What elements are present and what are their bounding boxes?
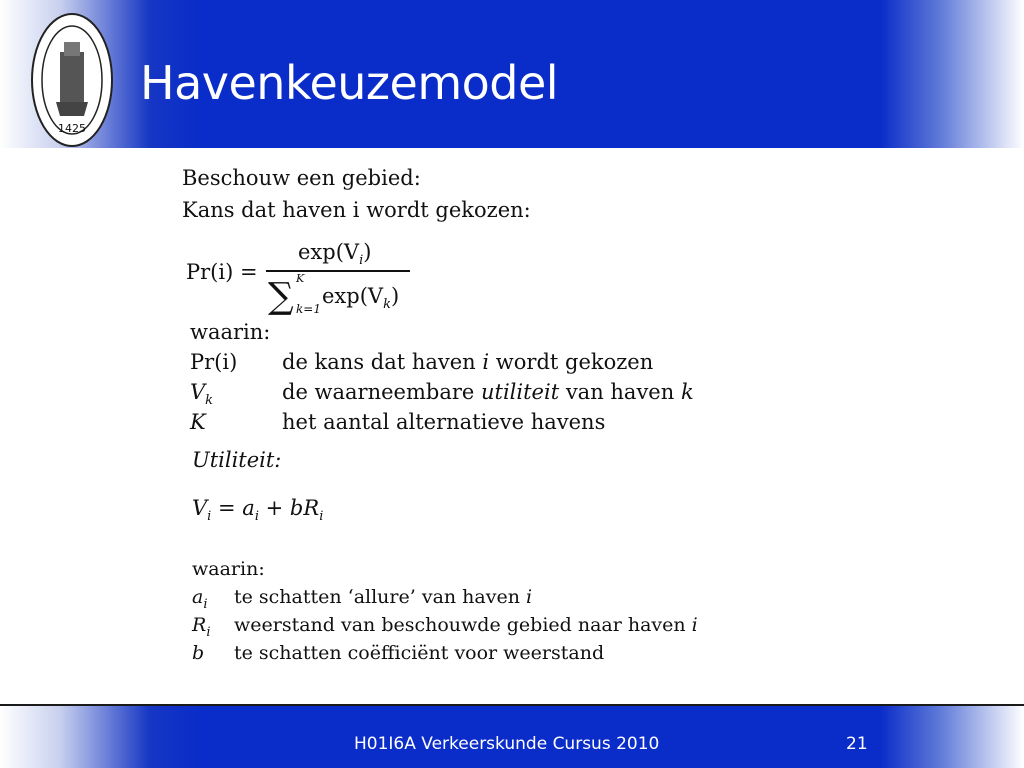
slide-content — [0, 148, 1024, 704]
formula-lhs: Pr(i) = — [186, 260, 258, 284]
def1-symbol: Pr(i) — [190, 350, 238, 374]
footer-course: H01I6A Verkeerskunde Cursus 2010 — [354, 734, 660, 754]
def4-text: te schatten ‘allure’ van haven i — [234, 586, 533, 608]
def5-symbol: $R_i$ — [192, 614, 211, 640]
title-bar — [0, 0, 1024, 148]
def4-symbol: $a_i$ — [192, 586, 208, 612]
intro-line-2: Kans dat haven i wordt gekozen: — [182, 198, 531, 222]
formula-denominator: $\exp(V_k)$ — [322, 284, 400, 313]
sum-symbol: ∑ — [268, 276, 294, 317]
def6-text: te schatten coëfficiënt voor weerstand — [234, 642, 605, 664]
footer-bar — [0, 706, 1024, 768]
intro-line-1: Beschouw een gebied: — [182, 166, 421, 190]
def1-text: de kans dat haven i wordt gekozen — [282, 350, 654, 374]
def6-symbol: b — [192, 642, 205, 664]
def3-symbol: K — [190, 410, 206, 434]
def2-symbol: $V_k$ — [190, 380, 214, 409]
def5-text: weerstand van beschouwde gebied naar haven i — [234, 614, 698, 636]
slide-title: Havenkeuzemodel — [140, 56, 559, 110]
seal-year: 1425 — [58, 122, 86, 135]
sum-lower: k=1 — [296, 302, 321, 316]
utiliteit-formula: $V_i = a_i + bR_i$ — [192, 496, 324, 525]
formula-numerator: $\exp(V_i)$ — [298, 240, 372, 269]
utiliteit-heading: Utiliteit: — [192, 448, 282, 472]
waarin-label-1: waarin: — [190, 320, 271, 344]
def3-text: het aantal alternatieve havens — [282, 410, 606, 434]
sum-upper: K — [296, 272, 305, 285]
def2-text: de waarneembare utiliteit van haven k — [282, 380, 694, 404]
university-seal-icon — [30, 12, 114, 148]
fraction-bar — [266, 270, 410, 272]
page-number: 21 — [846, 734, 868, 754]
waarin-label-2: waarin: — [192, 558, 265, 580]
